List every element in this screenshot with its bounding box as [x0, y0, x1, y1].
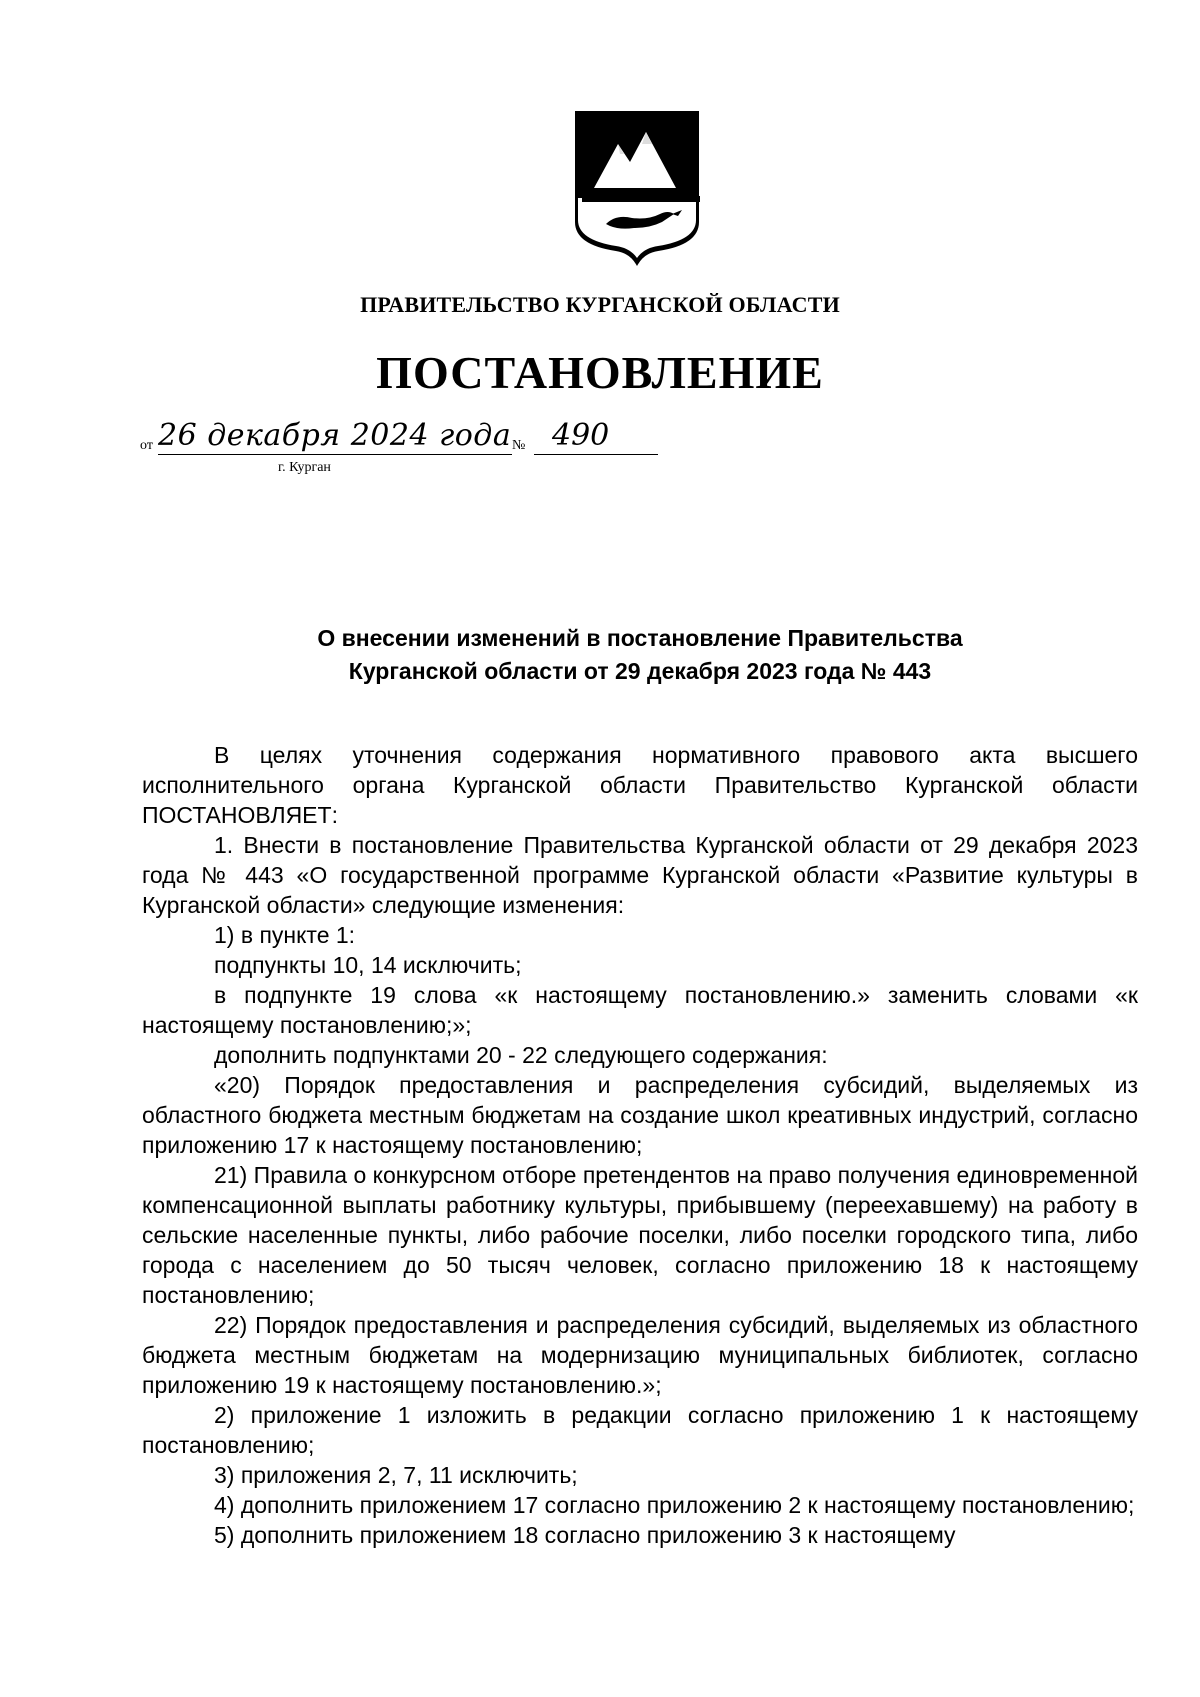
paragraph: дополнить подпунктами 20 - 22 следующего содержания: — [214, 1042, 828, 1068]
paragraph: 1) в пункте 1: — [214, 922, 356, 948]
title-line-1: О внесении изменений в постановление Правительства — [317, 625, 963, 651]
kurgan-coat-of-arms-icon — [572, 110, 702, 266]
handwritten-date: 26 декабря 2024 года — [158, 418, 512, 453]
number-underline — [534, 454, 658, 455]
paragraph: В целях уточнения содержания нормативного правового акта высшего исполнительного органа Курганской области Правительство Курганской области ПОСТАНОВЛЯЕТ: — [142, 742, 1138, 828]
paragraph: подпункты 10, 14 исключить; — [214, 952, 522, 978]
paragraph: 5) дополнить приложением 18 согласно приложению 3 к настоящему — [214, 1522, 956, 1548]
paragraph: «20) Порядок предоставления и распределения субсидий, выделяемых из областного бюджета местным бюджетам на создание школ креативных индустрий, согласно приложению 17 к настоящему постановлению; — [142, 1072, 1138, 1158]
paragraph: 4) дополнить приложением 17 согласно приложению 2 к настоящему постановлению; — [214, 1492, 1135, 1518]
government-name: ПРАВИТЕЛЬСТВО КУРГАНСКОЙ ОБЛАСТИ — [360, 292, 840, 317]
title-line-2: Курганской области от 29 декабря 2023 года № 443 — [348, 658, 932, 684]
date-number-line — [140, 418, 660, 490]
paragraph: 22) Порядок предоставления и распределения субсидий, выделяемых из областного бюджета местным бюджетам на модернизацию муниципальных библиотек, согласно приложению 19 к настоящему постановлению.»; — [142, 1312, 1138, 1398]
city-label: г. Курган — [278, 460, 331, 475]
document-title — [140, 622, 1140, 688]
paragraph: 1. Внести в постановление Правительства Курганской области от 29 декабря 2023 года № 443 «О государственной программе Курганской области «Развитие культуры в Курганской области» следующие изменения: — [142, 832, 1138, 918]
date-underline — [158, 454, 512, 455]
paragraph: 2) приложение 1 изложить в редакции согласно приложению 1 к настоящему постановлению; — [142, 1402, 1138, 1458]
document-type-heading: ПОСТАНОВЛЕНИЕ — [376, 347, 824, 398]
paragraph: 3) приложения 2, 7, 11 исключить; — [214, 1462, 578, 1488]
handwritten-number: 490 — [552, 418, 610, 453]
number-label: № — [512, 438, 526, 453]
paragraph: 21) Правила о конкурсном отборе претендентов на право получения единовременной компенсационной выплаты работнику культуры, прибывшему (переехавшему) на работу в сельские населенные пункты, либо рабочие поселки, либо поселки городского типа, либо города с населением до 50 тысяч человек, согласно приложению 18 к настоящему постановлению; — [142, 1162, 1138, 1308]
date-prefix: от — [140, 438, 153, 453]
document-body — [142, 740, 1138, 1550]
paragraph: в подпункте 19 слова «к настоящему постановлению.» заменить словами «к настоящему постановлению;»; — [142, 982, 1138, 1038]
